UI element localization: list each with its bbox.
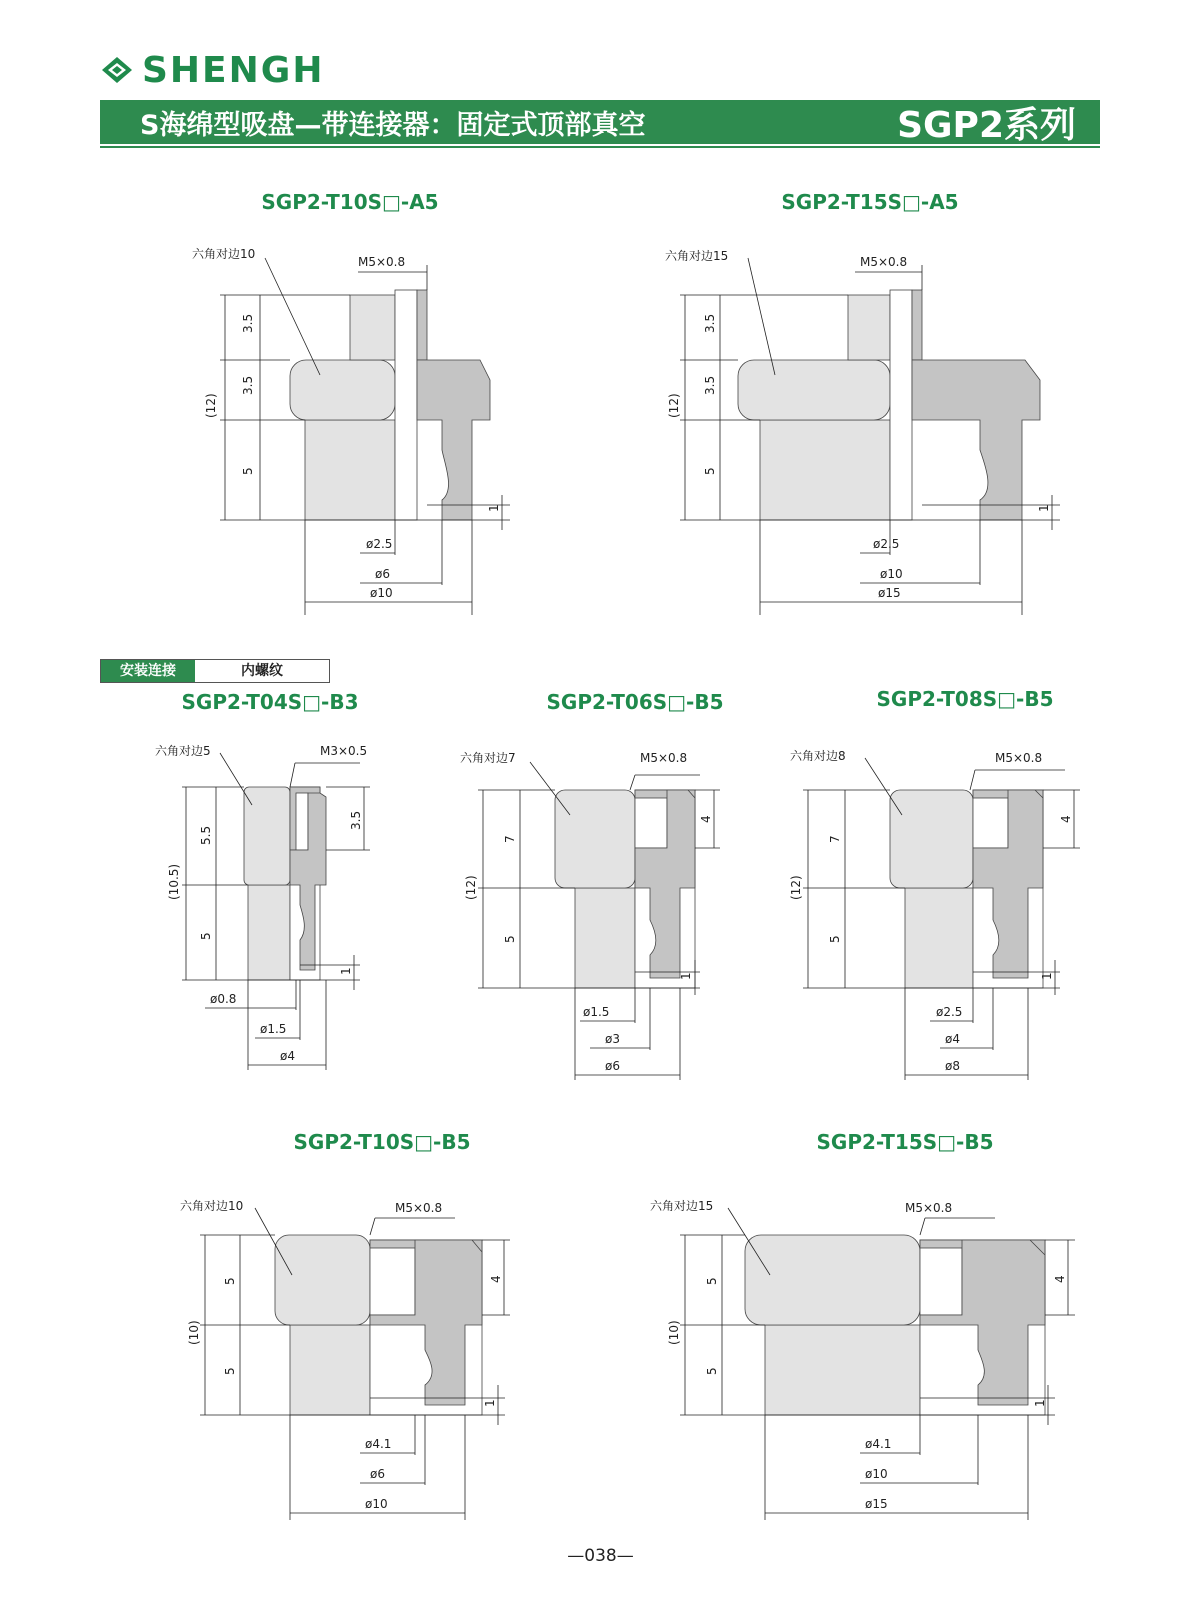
dim-v1: 7 <box>503 835 517 843</box>
dia-outer: ø8 <box>945 1059 960 1073</box>
model-title-t04-b3: SGP2-T04S□-B3 <box>181 690 359 714</box>
series-name: SGP2系列 <box>897 104 1076 146</box>
install-tag <box>100 659 330 683</box>
hex-label: 六角对边15 <box>665 249 729 263</box>
dim-v1: 5.5 <box>199 825 213 845</box>
model-title-t10-b5: SGP2-T10S□-B5 <box>293 1130 471 1154</box>
hex-label: 六角对边10 <box>180 1199 244 1213</box>
dia-mid: ø3 <box>605 1032 620 1046</box>
thread-label: M5×0.8 <box>395 1201 443 1215</box>
dia-inner: ø2.5 <box>366 537 393 551</box>
hex-label: 六角对边10 <box>192 247 256 261</box>
model-title-t15-b5: SGP2-T15S□-B5 <box>816 1130 994 1154</box>
dim-v2: 5 <box>705 1367 719 1375</box>
dim-v2: 5 <box>828 935 842 943</box>
dim-v1: 5 <box>705 1277 719 1285</box>
gap-label: 1 <box>339 967 353 975</box>
page-number: —038— <box>567 1546 634 1566</box>
dia-inner: ø4.1 <box>365 1437 392 1451</box>
model-title-t08-b5: SGP2-T08S□-B5 <box>876 687 1054 711</box>
depth-label: 3.5 <box>349 810 363 830</box>
diamond-logo-icon <box>100 55 134 85</box>
dim-v2: 3.5 <box>241 375 255 395</box>
drawing-t10-a5 <box>180 240 540 610</box>
gap-label: 1 <box>487 504 501 512</box>
overall-height-label: (12) <box>204 393 218 418</box>
hex-label: 六角对边7 <box>460 751 516 765</box>
gap-label: 1 <box>1040 972 1054 980</box>
dim-v3: 5 <box>241 467 255 475</box>
hex-label: 六角对边15 <box>650 1199 714 1213</box>
overall-height-label: (10) <box>187 1320 201 1345</box>
drawing-t08-b5 <box>790 740 1090 1100</box>
dia-inner: ø2.5 <box>873 537 900 551</box>
dia-outer: ø15 <box>865 1497 888 1511</box>
dim-v1: 3.5 <box>241 313 255 333</box>
dim-v2: 3.5 <box>703 375 717 395</box>
model-title-t06-b5: SGP2-T06S□-B5 <box>546 690 724 714</box>
overall-height-label: (12) <box>667 393 681 418</box>
dia-inner: ø4.1 <box>865 1437 892 1451</box>
depth-label: 4 <box>489 1275 503 1283</box>
overall-height-label: (12) <box>789 875 803 900</box>
install-tag-label: 安装连接 <box>101 660 195 682</box>
dia-mid: ø4 <box>945 1032 960 1046</box>
thread-label: M5×0.8 <box>905 1201 953 1215</box>
model-title-t15-a5: SGP2-T15S□-A5 <box>781 190 959 214</box>
dia-mid: ø10 <box>880 567 903 581</box>
dia-outer: ø10 <box>365 1497 388 1511</box>
gap-label: 1 <box>1037 504 1051 512</box>
dia-outer: ø10 <box>370 586 393 600</box>
dia-outer: ø4 <box>280 1049 295 1063</box>
drawing-t10-b5 <box>180 1190 520 1525</box>
drawing-t15-a5 <box>660 240 1100 610</box>
drawing-t04-b3 <box>155 735 385 1080</box>
dia-outer: ø15 <box>878 586 901 600</box>
dia-inner: ø0.8 <box>210 992 237 1006</box>
thread-label: M3×0.5 <box>320 744 368 758</box>
depth-label: 4 <box>699 815 713 823</box>
brand-logo <box>100 50 324 90</box>
dia-inner: ø1.5 <box>583 1005 610 1019</box>
thread-label: M5×0.8 <box>640 751 688 765</box>
page-title: S海绵型吸盘—带连接器：固定式顶部真空 <box>140 109 646 141</box>
gap-label: 1 <box>1033 1399 1047 1407</box>
overall-height-label: (10) <box>667 1320 681 1345</box>
drawing-t06-b5 <box>460 740 725 1100</box>
thread-label: M5×0.8 <box>860 255 908 269</box>
hex-label: 六角对边8 <box>790 749 846 763</box>
dim-v3: 5 <box>703 467 717 475</box>
gap-label: 1 <box>483 1399 497 1407</box>
depth-label: 4 <box>1059 815 1073 823</box>
dim-v1: 7 <box>828 835 842 843</box>
thread-label: M5×0.8 <box>995 751 1043 765</box>
dia-inner: ø2.5 <box>936 1005 963 1019</box>
dim-v2: 5 <box>503 935 517 943</box>
dim-v2: 5 <box>223 1367 237 1375</box>
depth-label: 4 <box>1053 1275 1067 1283</box>
dia-mid: ø6 <box>370 1467 385 1481</box>
dia-mid: ø1.5 <box>260 1022 287 1036</box>
gap-label: 1 <box>679 972 693 980</box>
hex-label: 六角对边5 <box>155 744 211 758</box>
overall-height-label: (10.5) <box>167 863 181 900</box>
header-divider <box>100 146 1100 148</box>
model-title-t10-a5: SGP2-T10S□-A5 <box>261 190 439 214</box>
thread-label: M5×0.8 <box>358 255 406 269</box>
dim-v1: 5 <box>223 1277 237 1285</box>
overall-height-label: (12) <box>464 875 478 900</box>
dim-v2: 5 <box>199 932 213 940</box>
dia-mid: ø10 <box>865 1467 888 1481</box>
dia-mid: ø6 <box>375 567 390 581</box>
brand-name: SHENGH <box>142 49 325 91</box>
dia-outer: ø6 <box>605 1059 620 1073</box>
install-tag-value: 内螺纹 <box>195 660 329 682</box>
header-bar <box>100 100 1100 144</box>
drawing-t15-b5 <box>650 1190 1080 1525</box>
dim-v1: 3.5 <box>703 313 717 333</box>
